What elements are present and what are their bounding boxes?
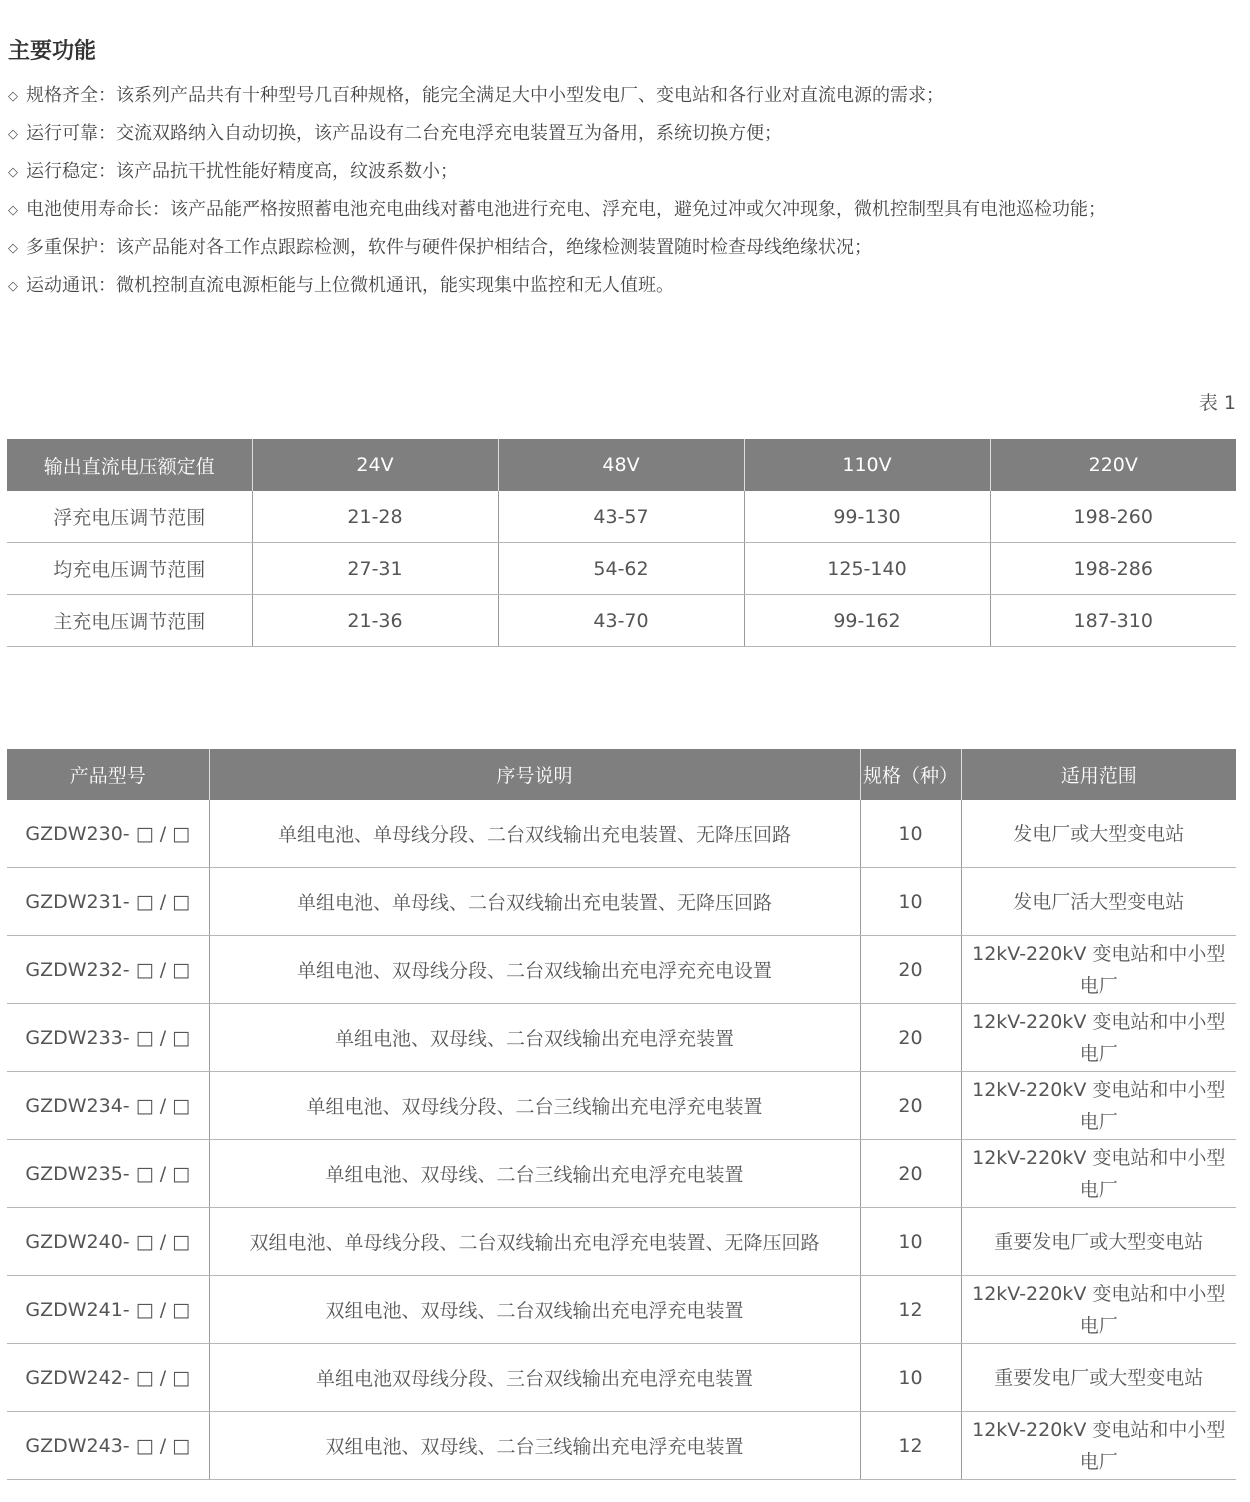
diamond-bullet-icon: ◇ xyxy=(8,241,18,256)
voltage-spec-table xyxy=(7,439,1236,647)
model-cell: GZDW234- □ / □ xyxy=(7,1072,209,1140)
table-cell: 187-310 xyxy=(990,595,1236,647)
spec-count-cell: 10 xyxy=(860,868,961,936)
spec-count-cell: 10 xyxy=(860,1208,961,1276)
description-cell: 单组电池、单母线分段、二台双线输出充电装置、无降压回路 xyxy=(209,800,860,868)
feature-item: ◇ 多重保护：该产品能对各工作点跟踪检测，软件与硬件保护相结合，绝缘检测装置随时检查母线绝缘状况； xyxy=(8,232,1106,270)
scope-cell: 发电厂活大型变电站 xyxy=(961,868,1236,936)
feature-item: ◇ 运动通讯：微机控制直流电源柜能与上位微机通讯，能实现集中监控和无人值班。 xyxy=(8,270,1106,308)
feature-item: ◇ 电池使用寿命长：该产品能严格按照蓄电池充电曲线对蓄电池进行充电、浮充电，避免过冲或欠冲现象，微机控制型具有电池巡检功能； xyxy=(8,194,1106,232)
table-cell: 125-140 xyxy=(744,543,990,595)
scope-cell: 发电厂或大型变电站 xyxy=(961,800,1236,868)
table-row xyxy=(7,1412,1236,1480)
table-row xyxy=(7,1276,1236,1344)
description-cell: 单组电池双母线分段、三台双线输出充电浮充电装置 xyxy=(209,1344,860,1412)
section-title: 主要功能 xyxy=(8,39,97,64)
model-cell: GZDW232- □ / □ xyxy=(7,936,209,1004)
diamond-bullet-icon: ◇ xyxy=(8,203,18,218)
model-cell: GZDW242- □ / □ xyxy=(7,1344,209,1412)
spec-count-cell: 20 xyxy=(860,936,961,1004)
description-cell: 双组电池、双母线、二台三线输出充电浮充电装置 xyxy=(209,1412,860,1480)
table-cell: 21-28 xyxy=(252,491,498,543)
description-cell: 单组电池、双母线、二台双线输出充电浮充装置 xyxy=(209,1004,860,1072)
scope-cell: 12kV-220kV 变电站和中小型电厂 xyxy=(961,1072,1236,1140)
model-cell: GZDW230- □ / □ xyxy=(7,800,209,868)
table-header-row xyxy=(7,749,1236,800)
description-cell: 双组电池、单母线分段、二台双线输出充电浮充电装置、无降压回路 xyxy=(209,1208,860,1276)
model-cell: GZDW241- □ / □ xyxy=(7,1276,209,1344)
scope-cell: 12kV-220kV 变电站和中小型电厂 xyxy=(961,1140,1236,1208)
table-cell: 浮充电压调节范围 xyxy=(7,491,252,543)
product-model-table xyxy=(7,749,1236,1480)
table-row xyxy=(7,800,1236,868)
feature-item: ◇ 运行可靠：交流双路纳入自动切换，该产品设有二台充电浮充电装置互为备用，系统切换方便； xyxy=(8,118,1106,156)
column-header: 24V xyxy=(252,439,498,491)
table-row xyxy=(7,1004,1236,1072)
table-row xyxy=(7,543,1236,595)
table-cell: 均充电压调节范围 xyxy=(7,543,252,595)
table-cell: 主充电压调节范围 xyxy=(7,595,252,647)
column-header: 48V xyxy=(498,439,744,491)
diamond-bullet-icon: ◇ xyxy=(8,89,18,104)
table-header-row xyxy=(7,439,1236,491)
scope-cell: 12kV-220kV 变电站和中小型电厂 xyxy=(961,1412,1236,1480)
column-header: 110V xyxy=(744,439,990,491)
model-cell: GZDW235- □ / □ xyxy=(7,1140,209,1208)
table-cell: 198-260 xyxy=(990,491,1236,543)
spec-count-cell: 20 xyxy=(860,1004,961,1072)
model-cell: GZDW233- □ / □ xyxy=(7,1004,209,1072)
table-cell: 99-162 xyxy=(744,595,990,647)
column-header: 产品型号 xyxy=(7,749,209,800)
diamond-bullet-icon: ◇ xyxy=(8,165,18,180)
description-cell: 单组电池、双母线分段、二台双线输出充电浮充充电设置 xyxy=(209,936,860,1004)
spec-count-cell: 10 xyxy=(860,800,961,868)
table-cell: 54-62 xyxy=(498,543,744,595)
diamond-bullet-icon: ◇ xyxy=(8,279,18,294)
column-header: 输出直流电压额定值 xyxy=(7,439,252,491)
feature-item: ◇ 运行稳定：该产品抗干扰性能好精度高，纹波系数小； xyxy=(8,156,1106,194)
table-cell: 27-31 xyxy=(252,543,498,595)
column-header: 序号说明 xyxy=(209,749,860,800)
spec-count-cell: 10 xyxy=(860,1344,961,1412)
table-row xyxy=(7,595,1236,647)
spec-count-cell: 12 xyxy=(860,1276,961,1344)
table-cell: 198-286 xyxy=(990,543,1236,595)
table-cell: 99-130 xyxy=(744,491,990,543)
model-cell: GZDW240- □ / □ xyxy=(7,1208,209,1276)
column-header: 适用范围 xyxy=(961,749,1236,800)
diamond-bullet-icon: ◇ xyxy=(8,127,18,142)
spec-count-cell: 20 xyxy=(860,1140,961,1208)
column-header: 220V xyxy=(990,439,1236,491)
scope-cell: 12kV-220kV 变电站和中小型电厂 xyxy=(961,1004,1236,1072)
description-cell: 单组电池、单母线、二台双线输出充电装置、无降压回路 xyxy=(209,868,860,936)
table-row xyxy=(7,1208,1236,1276)
scope-cell: 12kV-220kV 变电站和中小型电厂 xyxy=(961,1276,1236,1344)
column-header: 规格（种） xyxy=(860,749,961,800)
model-cell: GZDW243- □ / □ xyxy=(7,1412,209,1480)
scope-cell: 重要发电厂或大型变电站 xyxy=(961,1344,1236,1412)
table1-caption: 表 1 xyxy=(1198,392,1236,414)
table-row xyxy=(7,491,1236,543)
table-cell: 43-57 xyxy=(498,491,744,543)
spec-count-cell: 20 xyxy=(860,1072,961,1140)
table-row xyxy=(7,1140,1236,1208)
table-row xyxy=(7,936,1236,1004)
model-cell: GZDW231- □ / □ xyxy=(7,868,209,936)
table-cell: 43-70 xyxy=(498,595,744,647)
description-cell: 单组电池、双母线分段、二台三线输出充电浮充电装置 xyxy=(209,1072,860,1140)
table-row xyxy=(7,1344,1236,1412)
feature-item: ◇ 规格齐全：该系列产品共有十种型号几百种规格，能完全满足大中小型发电厂、变电站和各行业对直流电源的需求； xyxy=(8,80,1106,118)
scope-cell: 12kV-220kV 变电站和中小型电厂 xyxy=(961,936,1236,1004)
table-row xyxy=(7,868,1236,936)
feature-list xyxy=(8,80,1106,308)
scope-cell: 重要发电厂或大型变电站 xyxy=(961,1208,1236,1276)
description-cell: 单组电池、双母线、二台三线输出充电浮充电装置 xyxy=(209,1140,860,1208)
table-row xyxy=(7,1072,1236,1140)
description-cell: 双组电池、双母线、二台双线输出充电浮充电装置 xyxy=(209,1276,860,1344)
table-cell: 21-36 xyxy=(252,595,498,647)
spec-count-cell: 12 xyxy=(860,1412,961,1480)
